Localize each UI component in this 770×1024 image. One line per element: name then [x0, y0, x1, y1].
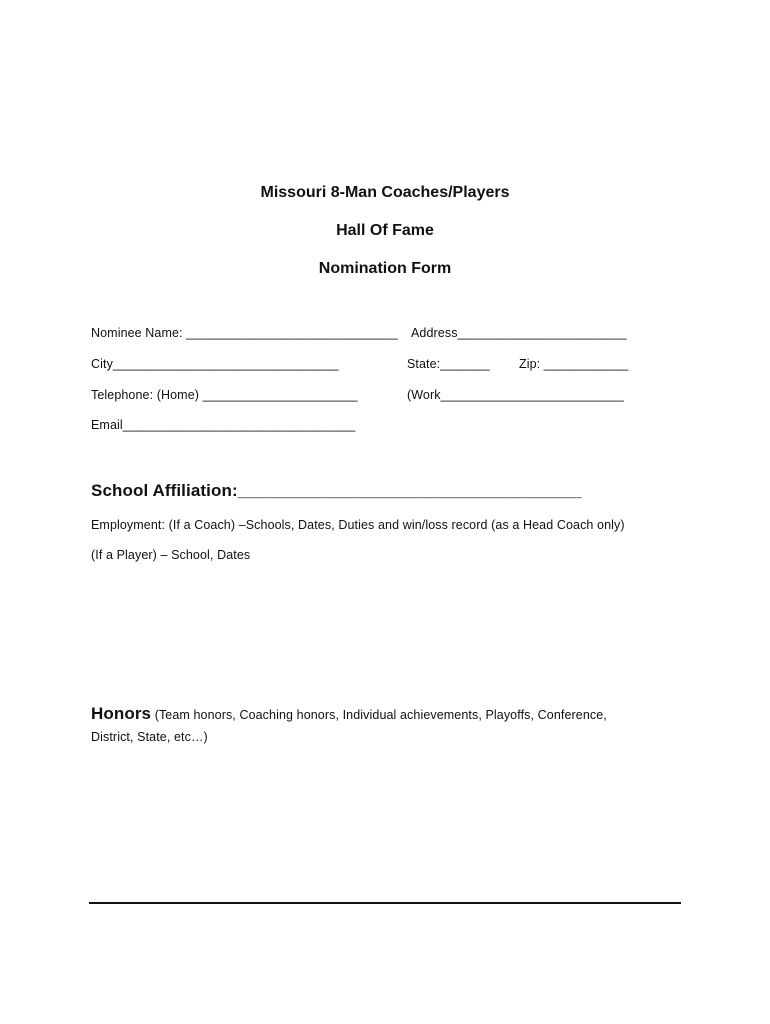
email-field[interactable]: Email_________________________________: [91, 418, 356, 432]
honors-description-line1: (Team honors, Coaching honors, Individual achievements, Playoffs, Conference,: [154, 708, 607, 722]
form-title-line2: Hall Of Fame: [336, 222, 434, 239]
employment-instructions: Employment: (If a Coach) –Schools, Dates, Duties and win/loss record (as a Head Coach only): [91, 518, 625, 532]
city-field[interactable]: City________________________________: [91, 357, 339, 371]
honors-label: Honors: [91, 704, 152, 723]
honors-heading-line: [91, 704, 607, 724]
telephone-home-field[interactable]: Telephone: (Home) ______________________: [91, 388, 358, 402]
telephone-work-field[interactable]: (Work__________________________: [407, 388, 624, 402]
honors-description-line2: District, State, etc…): [91, 730, 208, 744]
form-title-line3: Nomination Form: [318, 260, 452, 277]
address-field[interactable]: Address________________________: [411, 326, 627, 340]
signature-divider-line: [89, 902, 681, 904]
player-instructions: (If a Player) – School, Dates: [91, 548, 251, 562]
zip-field[interactable]: Zip: ____________: [519, 357, 629, 371]
state-field[interactable]: State:_______: [407, 357, 490, 371]
school-affiliation-field[interactable]: School Affiliation:____________________________________: [91, 481, 582, 500]
nominee-name-field[interactable]: Nominee Name: ______________________________: [91, 326, 398, 340]
form-title-line1: Missouri 8-Man Coaches/Players: [260, 184, 510, 201]
